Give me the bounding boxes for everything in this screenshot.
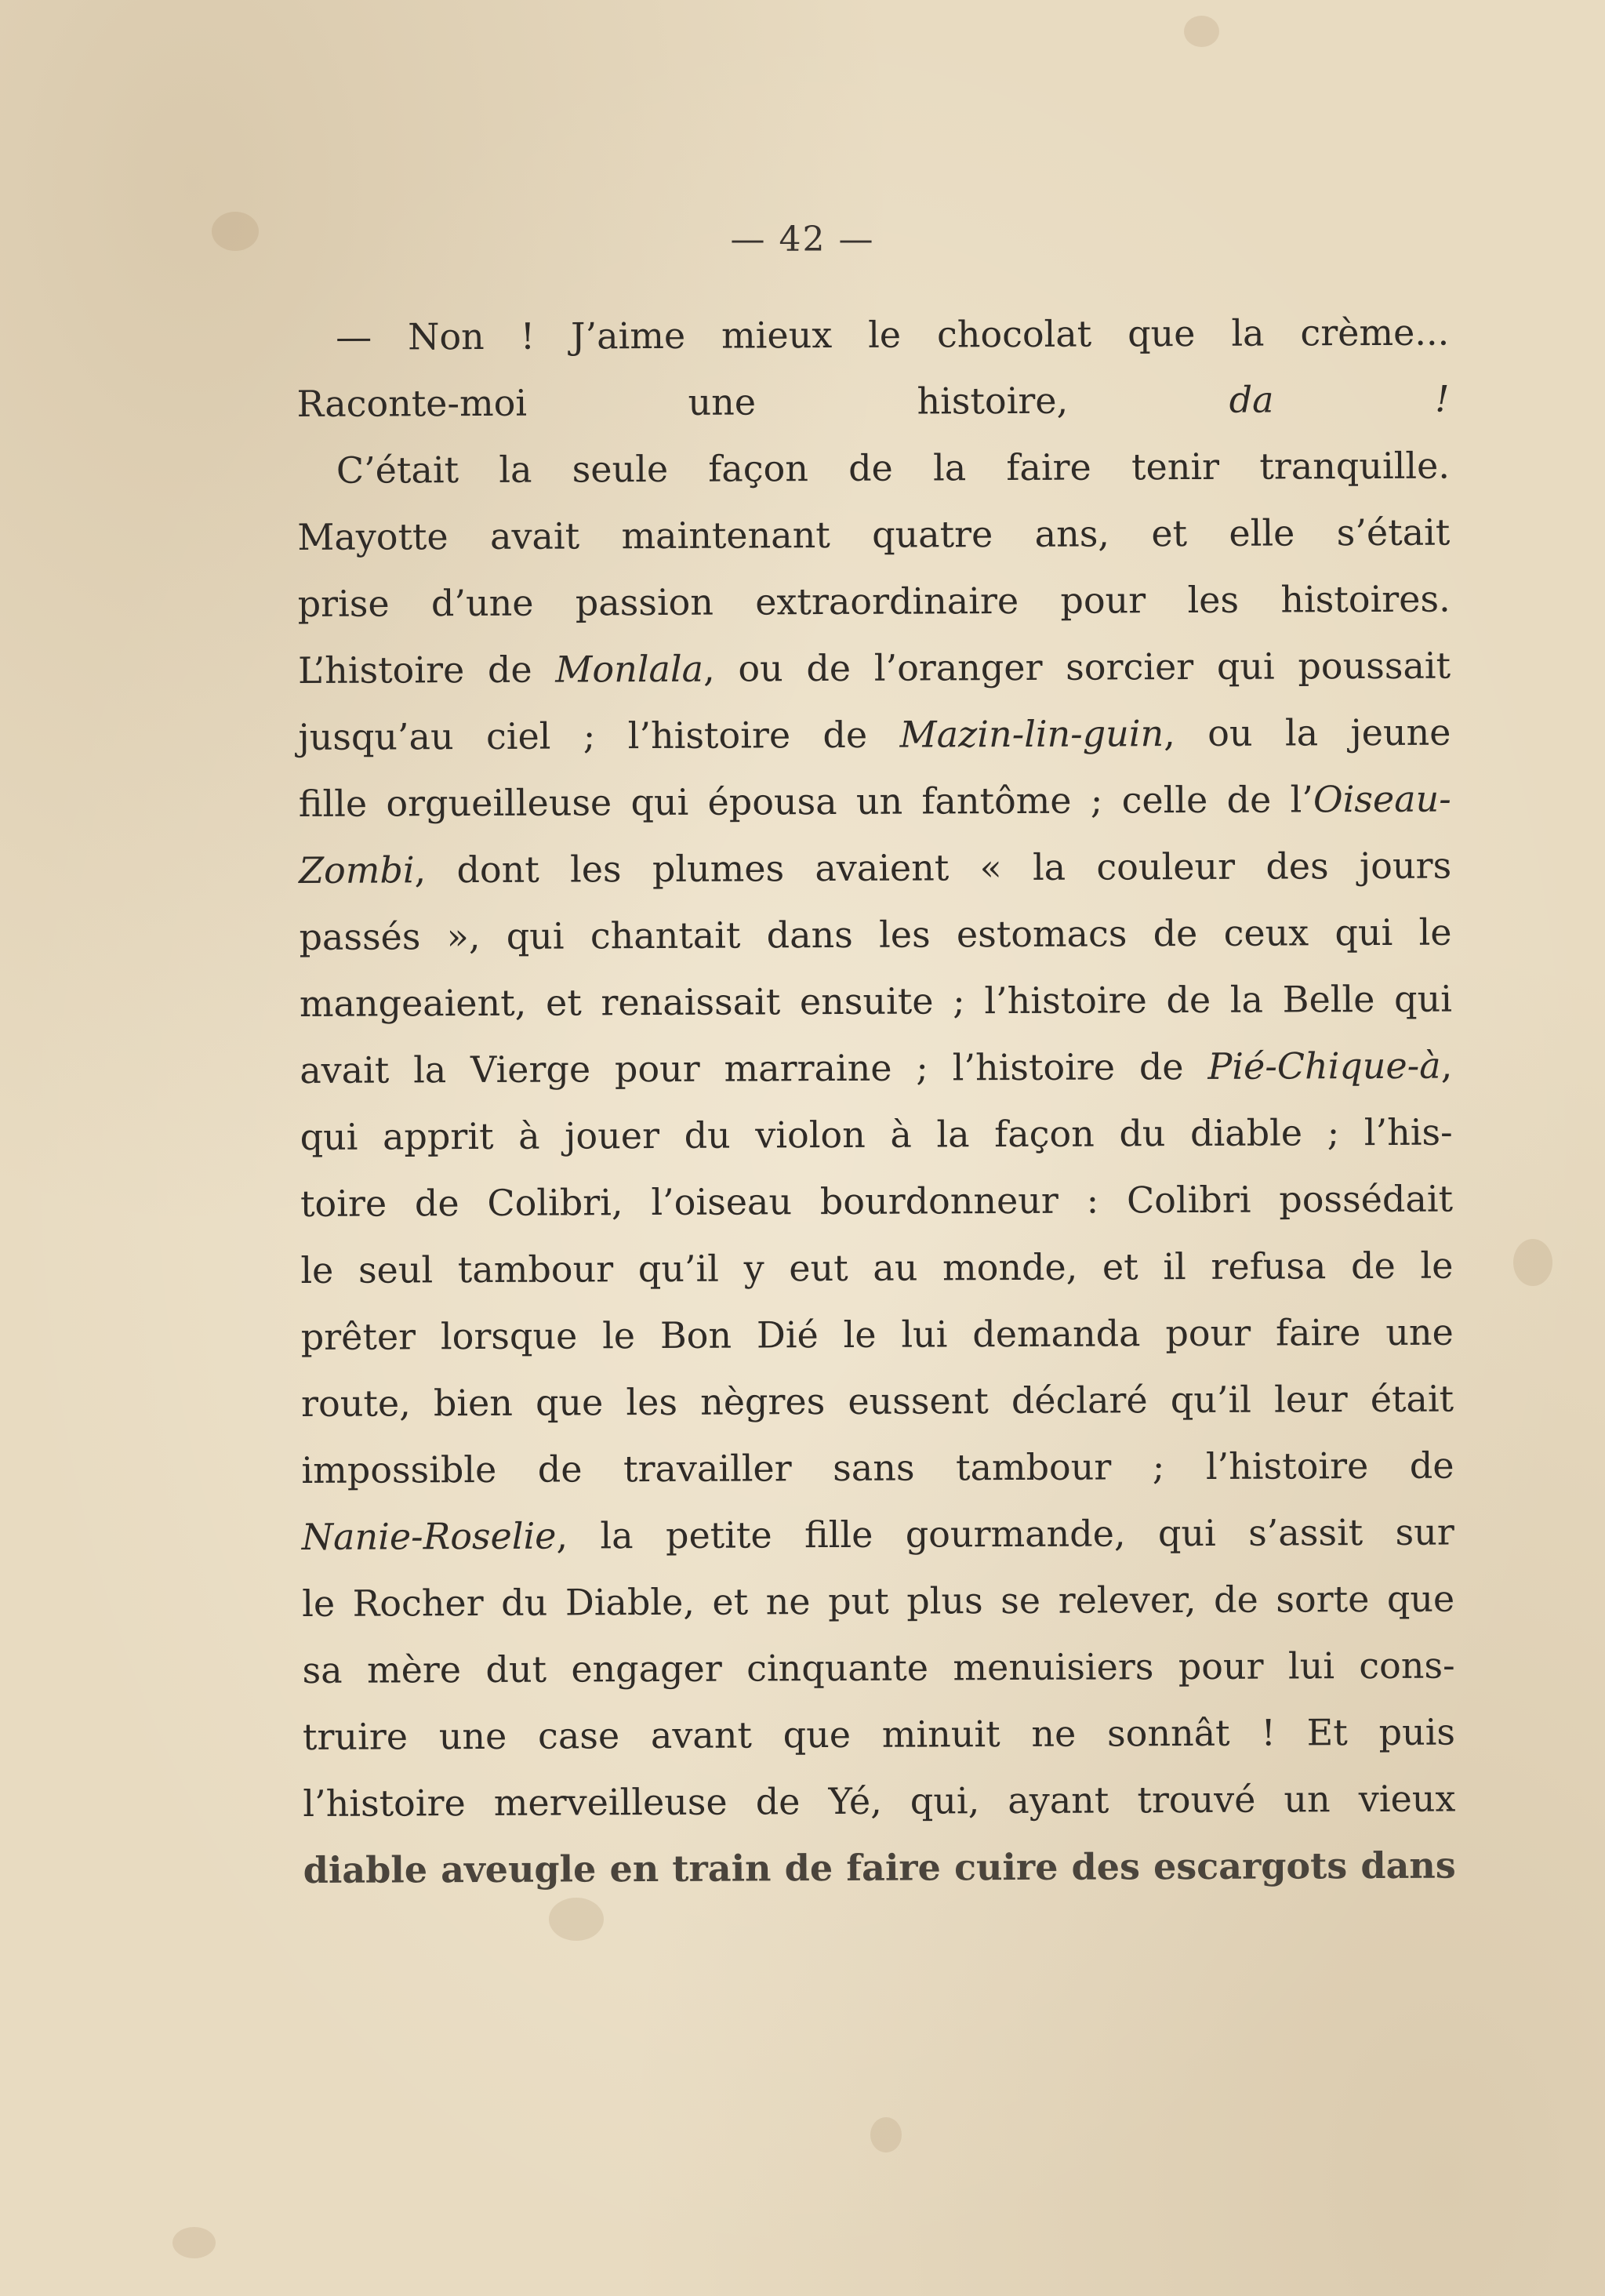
text-line — [297, 500, 1450, 571]
text-segment: avait la Vierge pour marraine ; l’histoire de — [300, 1044, 1208, 1092]
text-line — [296, 300, 1449, 371]
text-segment: , — [1440, 1044, 1453, 1087]
text-segment: prêter lorsque le Bon Dié le lui demanda pour faire une — [300, 1310, 1454, 1358]
text-segment: C’était la seule façon de la faire tenir tranquille. — [336, 444, 1451, 492]
text-line — [300, 1033, 1452, 1104]
text-segment: route, bien que les nègres eussent déclaré qu’il leur était — [300, 1377, 1454, 1425]
italic-title: da ! — [1229, 377, 1450, 421]
text-line — [302, 1499, 1454, 1571]
text-segment: sa mère dut engager cinquante menuisiers pour lui cons- — [302, 1644, 1455, 1691]
foxing-spot — [549, 1898, 604, 1941]
text-line — [300, 1233, 1453, 1304]
text-segment: qui apprit à jouer du violon à la façon du diable ; l’his- — [300, 1110, 1453, 1158]
italic-title: Zombi — [299, 848, 415, 892]
foxing-spot — [870, 2117, 902, 2152]
text-line — [303, 1699, 1455, 1771]
text-segment: Raconte-moi une histoire, — [296, 378, 1229, 425]
text-segment: passés », qui chantait dans les estomacs de ceux qui le — [299, 910, 1452, 958]
text-segment: , la petite fille gourmande, qui s’assit sur — [556, 1510, 1454, 1557]
text-segment: le seul tambour qu’il y eut au monde, et il refusa de le — [300, 1244, 1454, 1292]
italic-title: Mazin-lin-guin — [899, 712, 1164, 756]
page-number: — 42 — — [730, 220, 875, 260]
text-segment: L’histoire de — [297, 648, 556, 692]
text-line — [300, 1099, 1452, 1171]
foxing-spot — [1184, 16, 1219, 47]
text-line — [303, 1833, 1456, 1904]
text-line — [296, 366, 1449, 438]
text-line — [300, 966, 1452, 1037]
text-line — [298, 699, 1451, 771]
text-segment: Mayotte avait maintenant quatre ans, et elle s’était — [297, 510, 1451, 558]
foxing-spot — [172, 2227, 216, 2258]
text-segment: fille orgueilleuse qui épousa un fantôme ; celle de l’ — [298, 778, 1314, 825]
text-line — [299, 833, 1451, 904]
text-segment: le Rocher du Diable, et ne put plus se relever, de sorte que — [302, 1577, 1455, 1625]
text-segment: l’histoire merveilleuse de Yé, qui, ayant trouvé un vieux — [303, 1777, 1456, 1825]
text-line — [300, 1166, 1453, 1237]
text-segment: prise d’une passion extraordinaire pour les histoires. — [297, 577, 1451, 625]
text-segment: mangeaient, et renaissait ensuite ; l’histoire de la Belle qui — [299, 977, 1452, 1025]
text-line — [299, 766, 1451, 837]
text-line — [299, 899, 1451, 971]
italic-title: Monlala — [555, 647, 704, 691]
text-segment: , ou la jeune — [1164, 710, 1451, 755]
body-text — [296, 300, 1456, 1904]
text-segment: toire de Colibri, l’oiseau bourdonneur : Colibri possédait — [300, 1177, 1454, 1225]
text-line — [301, 1433, 1454, 1504]
text-segment: truire une case avant que minuit ne sonnât ! Et puis — [302, 1710, 1456, 1758]
text-segment: , ou de l’oranger sorcier qui poussait — [703, 644, 1451, 690]
text-segment: impossible de travailler sans tambour ; l’histoire de — [301, 1444, 1454, 1491]
foxing-spot — [1513, 1239, 1552, 1286]
text-line — [301, 1299, 1454, 1371]
text-line — [303, 1766, 1455, 1837]
italic-title: Pié-Chique-à — [1207, 1044, 1441, 1088]
text-line — [302, 1566, 1454, 1637]
text-line — [302, 1633, 1454, 1704]
text-line — [297, 433, 1450, 504]
italic-title: Nanie-Roselie — [301, 1514, 557, 1558]
text-segment: — Non ! J’aime mieux le chocolat que la crème... — [336, 311, 1450, 358]
text-line — [301, 1366, 1454, 1437]
text-line — [298, 633, 1451, 704]
text-line — [297, 566, 1450, 638]
italic-title: Oiseau- — [1313, 777, 1451, 821]
text-segment: jusqu’au ciel ; l’histoire de — [298, 713, 900, 758]
text-segment: diable aveugle en train de faire cuire des escargots dans — [303, 1844, 1456, 1891]
text-segment: , dont les plumes avaient « la couleur des jours — [414, 844, 1452, 892]
